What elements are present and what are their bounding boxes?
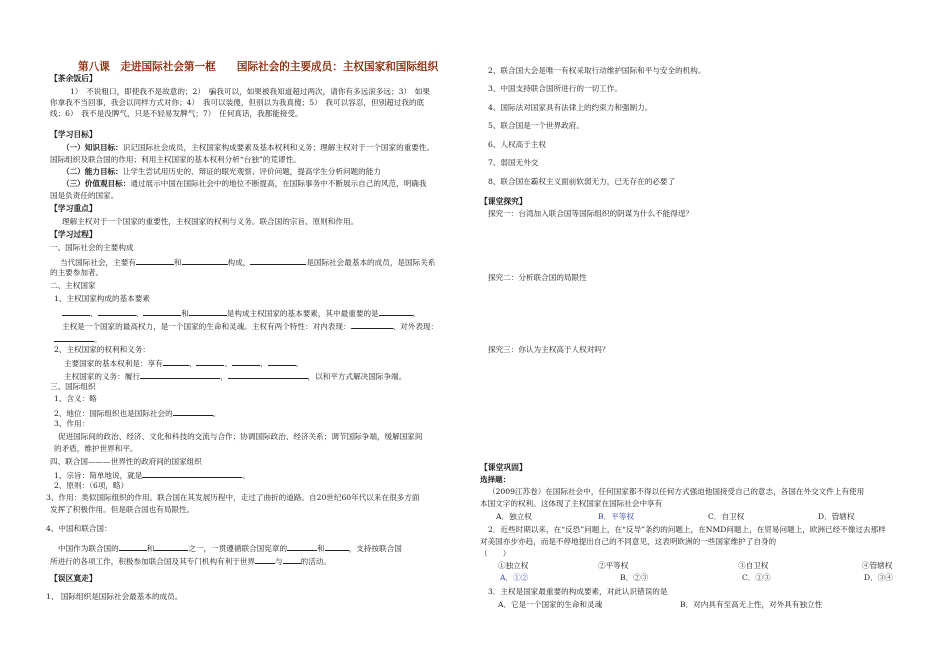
mistake-8: 8、联合国在霸权主义面前软弱无力，已无存在的必要了 xyxy=(488,177,676,186)
blank[interactable] xyxy=(351,320,393,329)
sub-4-2: 2、原则：（6项，略） xyxy=(54,481,129,490)
fill-line-6: 中国作为联合国的 和 之一，一贯遵循联合国宪章的 和 ，支持按联合国 xyxy=(58,544,402,553)
sub-3-3b: 的矛盾，维护世界和平。 xyxy=(54,444,138,453)
lesson-title: 第八课 走进国际社会第一框 国际社会的主要成员：主权国家和国际组织 xyxy=(78,61,439,73)
sub-3-2: 2、地位：国际组织也是国际社会的 。 xyxy=(54,409,221,418)
sub-2-2: 2、主权国家的权利和义务： xyxy=(54,345,150,354)
q2-option-b[interactable]: B．②③ xyxy=(620,573,649,582)
sub-4-1: 1、宗旨：简单地说，就是 。 xyxy=(54,471,250,480)
q3-option-b[interactable]: B．对内具有至高无上性，对外具有独立性 xyxy=(680,600,823,609)
blank[interactable] xyxy=(62,307,90,316)
fill-line-2: 、 、 和 是构成主权国家的基本要素，其中最重要的是 。 xyxy=(62,307,420,319)
blank[interactable] xyxy=(119,542,147,551)
chayu-line-1: 1） 不说粗口，即使我不是故意的；2） 骗我可以，如果被我知道超过两次，请你有多远滚多远；3） 如果 xyxy=(70,87,430,96)
section-head-consolidate: 【课堂巩固】 xyxy=(480,463,527,472)
chayu-line-2: 你拿我不当回事，我会以同样方式对你；4） 我可以装傻，但别以为我真傻；5） 我可以容忍，但别超过我的底 xyxy=(50,98,425,107)
goal-ability: （二）能力目标：让学生尝试用历史的、辩证的眼光观察、评价问题，提高学生分析问题的能力 xyxy=(62,167,381,176)
q1-option-a[interactable]: A．独立权 xyxy=(496,512,532,521)
goal-knowledge-2: 国际组织及联合国的作用；利用主权国家的基本权利分析“台独”的荒谬性。 xyxy=(50,155,301,164)
heading-3: 三、国际组织 xyxy=(50,382,96,391)
explore-1: 探究一：台湾加入联合国等国际组织的阴谋为什么不能得逞？ xyxy=(488,209,694,218)
blank[interactable] xyxy=(182,256,228,265)
heading-4: 四、联合国———世界性的政府间的国家组织 xyxy=(50,457,202,466)
sub-4-3: 3、作用：类似国际组织的作用。联合国在其发展历程中，走过了曲折的道路。自20世纪60年代以来在很多方面 xyxy=(46,493,420,502)
blank[interactable] xyxy=(228,370,308,379)
focus-line: 理解主权对于一个国家的重要性，主权国家的权利与义务。联合国的宗旨、原则和作用。 xyxy=(62,217,359,226)
mistake-2: 2、联合国大会是唯一有权采取行动维护国际和平与安全的机构。 xyxy=(488,66,706,75)
fill-line-3b: 。 xyxy=(54,333,102,345)
mistake-1: 1、 国际组织是国际社会最基本的成员。 xyxy=(46,592,183,601)
blank[interactable] xyxy=(325,542,349,551)
blank[interactable] xyxy=(154,542,188,551)
q2-item-1: ①独立权 xyxy=(498,561,529,570)
q1-line-1: （2009江苏卷）在国际社会中，任何国家都不得以任何方式强迫他国接受自己的意志，各国在外交文件上有使用 xyxy=(488,487,865,496)
blank[interactable] xyxy=(268,357,296,366)
blank[interactable] xyxy=(173,407,213,416)
goal-knowledge: （一）知识目标：识记国际社会成员，主权国家构成要素及基本权利和义务；理解主权对于一个国家的重要性。 xyxy=(62,143,435,152)
fill-line-4: 主要国家的基本权利是：享有 、 、 、 。 xyxy=(64,359,304,368)
explore-3: 探究三：你认为主权高于人权对吗？ xyxy=(488,345,610,354)
mistake-6: 6、人权高于主权 xyxy=(488,140,546,149)
choice-subhead: 选择题： xyxy=(480,475,511,484)
sub-3-1: 1、含义：略 xyxy=(54,394,97,403)
section-head-chayu: 【茶余饭后】 xyxy=(50,74,97,83)
fill-line-1b: 的主要参加者。 xyxy=(50,268,104,277)
blank[interactable] xyxy=(255,555,275,564)
blank[interactable] xyxy=(379,307,413,316)
section-head-explore: 【课堂探究】 xyxy=(480,197,527,206)
q2-option-a[interactable]: A．①② xyxy=(500,573,529,582)
q2-item-2: ②平等权 xyxy=(598,561,629,570)
blank[interactable] xyxy=(287,542,317,551)
blank[interactable] xyxy=(140,370,220,379)
blank[interactable] xyxy=(136,256,174,265)
blank[interactable] xyxy=(283,555,301,564)
sub-4-3b: 发挥了积极作用。但是联合国也有局限性。 xyxy=(50,505,195,514)
q3-line: 3．主权是国家最重要的构成要素，对此认识错误的是 xyxy=(488,587,668,596)
blank[interactable] xyxy=(163,357,189,366)
heading-2: 二、主权国家 xyxy=(50,281,96,290)
chayu-line-3: 线；6） 我不是没脾气，只是不轻易发脾气；7） 任何真话，我都能接受。 xyxy=(50,109,303,118)
q2-option-c[interactable]: C．①③ xyxy=(742,573,771,582)
fill-line-5: 主权国家的义务：履行 ， ，以和平方式解决国际争端。 xyxy=(64,372,407,381)
sub-3-3a: 促进国际间的政治、经济、文化和科技的交流与合作；协调国际政治、经济关系；调节国际争端，缓解国家间 xyxy=(58,432,423,441)
q1-option-d[interactable]: D．管辖权 xyxy=(818,512,855,521)
blank[interactable] xyxy=(189,307,227,316)
sub-4-4: 4、中国和联合国： xyxy=(46,524,112,533)
mistake-4: 4、国际法对国家具有法律上的约束力和强制力。 xyxy=(488,103,653,112)
q1-option-b[interactable]: B．平等权 xyxy=(598,512,634,521)
q1-line-2: 本国文字的权利。这体现了主权国家在国际社会中享有 xyxy=(480,499,663,508)
blank[interactable] xyxy=(142,469,242,478)
q2-line-1: 2．近些时期以来，在“反恐”问题上，在“反导”条约的问题上，在NMD问题上，在贸易问题上，欧洲已经不像过去那样 xyxy=(488,525,886,534)
blank[interactable] xyxy=(98,307,136,316)
section-head-process: 【学习过程】 xyxy=(50,230,97,239)
q2-answer-paren: （ ） xyxy=(480,549,511,558)
q3-option-a[interactable]: A．它是一个国家的生命和灵魂 xyxy=(498,600,603,609)
goal-values: （三）价值观目标：通过展示中国在国际社会中的地位不断提高，在国际事务中不断展示自己的风范，明确我 xyxy=(62,179,427,188)
explore-2: 探究二：分析联合国的局限性 xyxy=(488,273,587,282)
heading-1: 一、国际社会的主要构成 xyxy=(50,243,134,252)
blank[interactable] xyxy=(54,333,94,342)
blank[interactable] xyxy=(232,357,260,366)
section-head-mistakes: 【误区寞走】 xyxy=(50,574,97,583)
fill-line-3: 主权是一个国家的最高权力，是一个国家的生命和灵魂。主权有两个特性：对内表现： 、对外表现： xyxy=(62,322,439,331)
q2-option-d[interactable]: D．③④ xyxy=(864,573,893,582)
blank[interactable] xyxy=(196,357,224,366)
mistake-7: 7、弱国无外交 xyxy=(488,158,539,167)
q2-item-4: ④管辖权 xyxy=(862,561,893,570)
mistake-3: 3、中国支持联合国所进行的一切工作。 xyxy=(488,84,622,93)
goal-values-2: 国是负责任的国家。 xyxy=(50,191,119,200)
blank[interactable] xyxy=(250,256,306,265)
mistake-5: 5、联合国是一个世界政府。 xyxy=(488,121,584,130)
section-head-goals: 【学习目标】 xyxy=(50,130,97,139)
blank[interactable] xyxy=(143,307,181,316)
q2-item-3: ③自卫权 xyxy=(738,561,769,570)
q1-option-c[interactable]: C．自卫权 xyxy=(708,512,745,521)
fill-line-1: 当代国际社会，主要有 和 构成， 是国际社会最基本的成员，是国际关系 xyxy=(60,258,436,267)
q2-line-2: 对美国亦步亦趋，而是不停地提出自己的不同意见，这表明欧洲的一些国家维护了自身的 xyxy=(480,537,777,546)
fill-line-7: 所进行的各项工作，积极参加联合国及其专门机构有利于世界 与 的活动。 xyxy=(50,557,331,566)
section-head-focus: 【学习重点】 xyxy=(50,204,97,213)
sub-3-3: 3、作用： xyxy=(54,419,90,428)
sub-2-1: 1、主权国家构成的基本要素 xyxy=(54,294,150,303)
